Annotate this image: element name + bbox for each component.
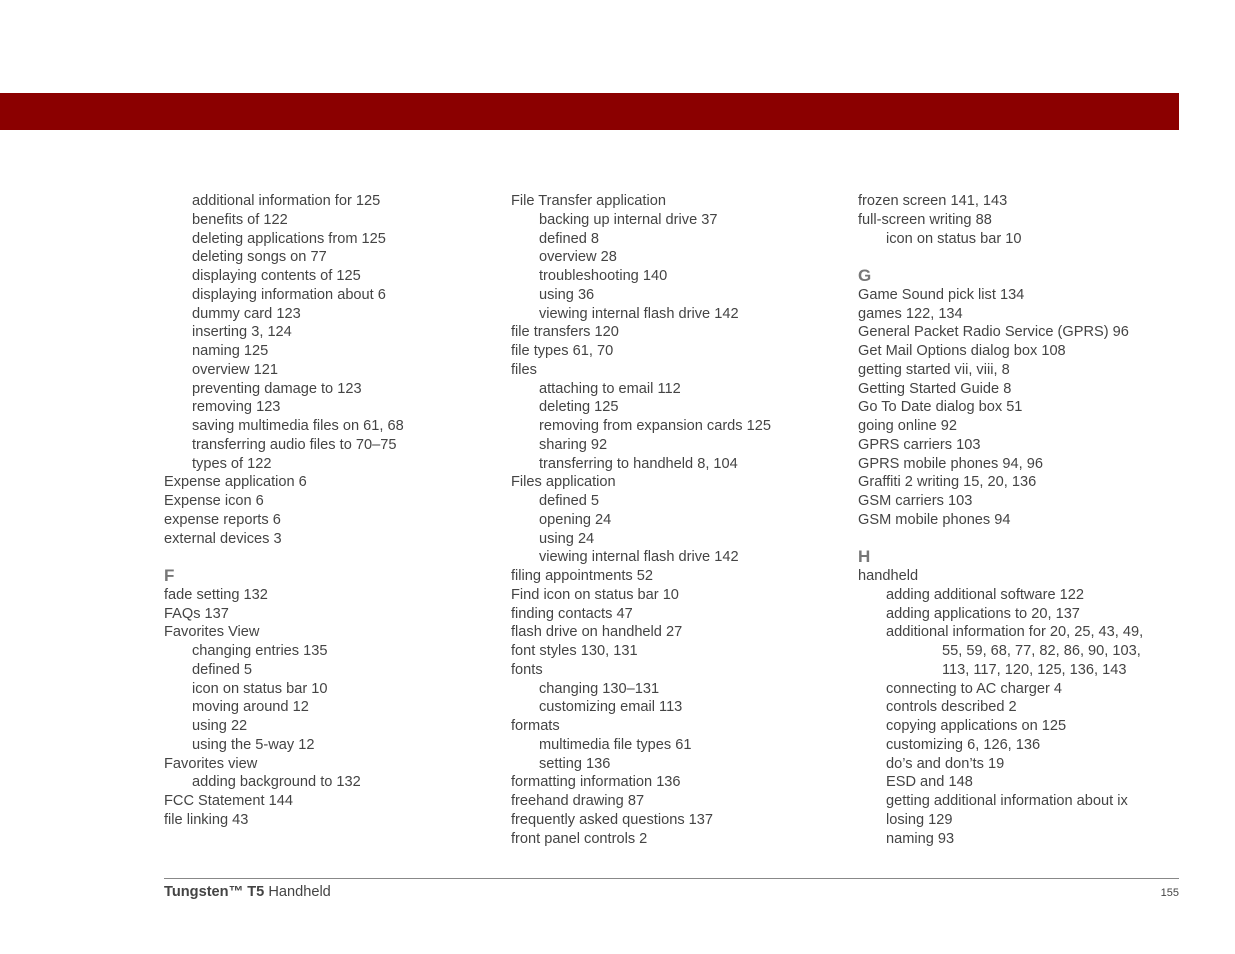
index-entry: GSM carriers 103 bbox=[858, 493, 973, 509]
index-entry: General Packet Radio Service (GPRS) 96 bbox=[858, 324, 1129, 341]
index-subentry: transferring audio files to 70–75 bbox=[192, 436, 397, 453]
index-entry: Files application bbox=[511, 474, 616, 491]
index-entry: Graffiti 2 writing 15, 20, 136 bbox=[858, 474, 1037, 491]
index-entry: full-screen writing 88 bbox=[858, 211, 992, 228]
index-subentry: 55, 59, 68, 77, 82, 86, 90, 103, bbox=[942, 643, 1141, 659]
index-entry: Game Sound pick list 134 bbox=[858, 286, 1025, 303]
index-subentry: ESD and 148 bbox=[886, 774, 973, 791]
index-subentry: customizing email 113 bbox=[539, 699, 683, 716]
index-entry: file transfers 120 bbox=[511, 324, 619, 341]
index-entry: files bbox=[511, 361, 537, 378]
index-subentry: sharing 92 bbox=[539, 436, 608, 453]
section-letter: F bbox=[164, 566, 175, 585]
index-entry: frequently asked questions 137 bbox=[511, 811, 714, 828]
index-subentry: naming 93 bbox=[886, 830, 955, 847]
index-subentry: naming 125 bbox=[192, 343, 269, 359]
index-subentry: connecting to AC charger 4 bbox=[886, 680, 1063, 697]
index-subentry: do’s and don’ts 19 bbox=[886, 755, 1005, 772]
index-subentry: displaying information about 6 bbox=[192, 286, 386, 303]
index-subentry: defined 5 bbox=[192, 661, 253, 678]
index-entry: flash drive on handheld 27 bbox=[511, 624, 683, 641]
index-subentry: losing 129 bbox=[886, 811, 953, 828]
index-entry: getting started vii, viii, 8 bbox=[858, 361, 1010, 378]
section-letter: H bbox=[858, 547, 871, 567]
index-subentry: deleting applications from 125 bbox=[192, 230, 386, 247]
index-subentry: defined 8 bbox=[539, 230, 600, 247]
index-entry: Expense application 6 bbox=[164, 474, 307, 491]
index-entry: formatting information 136 bbox=[511, 774, 681, 791]
index-subentry: adding additional software 122 bbox=[886, 586, 1084, 603]
index-entry: filing appointments 52 bbox=[511, 568, 653, 584]
index-subentry: using the 5-way 12 bbox=[192, 736, 315, 753]
index-subentry: icon on status bar 10 bbox=[886, 230, 1022, 247]
index-subentry: removing from expansion cards 125 bbox=[539, 418, 771, 434]
index-subentry: icon on status bar 10 bbox=[192, 680, 328, 697]
index-subentry: adding applications to 20, 137 bbox=[886, 605, 1080, 622]
index-entry: fade setting 132 bbox=[164, 586, 268, 603]
index-entry: Getting Started Guide 8 bbox=[858, 380, 1012, 397]
index-subentry: setting 136 bbox=[539, 755, 611, 772]
index-subentry: getting additional information about ix bbox=[886, 793, 1128, 809]
index-entry: games 122, 134 bbox=[858, 305, 963, 322]
index-subentry: benefits of 122 bbox=[192, 211, 288, 228]
index-entry: Find icon on status bar 10 bbox=[511, 586, 679, 603]
index-entry: expense reports 6 bbox=[164, 511, 281, 528]
index-entry: external devices 3 bbox=[164, 530, 282, 547]
footer-product-rest: Handheld bbox=[264, 884, 331, 900]
index-subentry: controls described 2 bbox=[886, 699, 1017, 716]
index-subentry: inserting 3, 124 bbox=[192, 324, 292, 341]
index-subentry: viewing internal flash drive 142 bbox=[539, 549, 739, 566]
index-entry: GPRS carriers 103 bbox=[858, 436, 981, 453]
index-subentry: moving around 12 bbox=[192, 699, 309, 716]
index-subentry: displaying contents of 125 bbox=[192, 268, 361, 284]
index-subentry: attaching to email 112 bbox=[539, 380, 681, 397]
index-entry: frozen screen 141, 143 bbox=[858, 193, 1008, 209]
index-entry: going online 92 bbox=[858, 418, 957, 434]
index-subentry: types of 122 bbox=[192, 455, 272, 472]
index-entry: FCC Statement 144 bbox=[164, 793, 293, 809]
index-subentry: multimedia file types 61 bbox=[539, 736, 692, 753]
footer-product-bold: Tungsten™ T5 bbox=[164, 884, 265, 900]
index-subentry: defined 5 bbox=[539, 493, 600, 509]
index-subentry: dummy card 123 bbox=[192, 305, 301, 322]
index-subentry: additional information for 20, 25, 43, 49, bbox=[886, 624, 1144, 641]
index-entry: GSM mobile phones 94 bbox=[858, 511, 1011, 528]
index-entry: File Transfer application bbox=[511, 193, 666, 209]
index-subentry: copying applications on 125 bbox=[886, 718, 1067, 734]
index-subentry: 113, 117, 120, 125, 136, 143 bbox=[942, 661, 1127, 678]
index-subentry: backing up internal drive 37 bbox=[539, 211, 718, 228]
index-subentry: changing entries 135 bbox=[192, 643, 328, 659]
index-entry: Expense icon 6 bbox=[164, 493, 264, 509]
index-entry: formats bbox=[511, 718, 560, 734]
index-subentry: overview 121 bbox=[192, 361, 278, 378]
index-entry: finding contacts 47 bbox=[511, 605, 633, 622]
page-number: 155 bbox=[1160, 887, 1179, 899]
index-entry: file types 61, 70 bbox=[511, 343, 614, 359]
index-subentry: changing 130–131 bbox=[539, 680, 660, 697]
index-subentry: opening 24 bbox=[539, 511, 612, 528]
index-subentry: deleting songs on 77 bbox=[192, 249, 327, 266]
footer-product-name bbox=[164, 884, 331, 900]
index-entry: Favorites view bbox=[164, 755, 258, 772]
index-entry: Go To Date dialog box 51 bbox=[858, 399, 1023, 416]
index-entry: FAQs 137 bbox=[164, 605, 229, 622]
index-subentry: preventing damage to 123 bbox=[192, 380, 362, 397]
index-subentry: overview 28 bbox=[539, 249, 617, 266]
index-subentry: viewing internal flash drive 142 bbox=[539, 305, 739, 322]
index-subentry: troubleshooting 140 bbox=[539, 268, 668, 284]
index-subentry: using 36 bbox=[539, 286, 595, 303]
index-subentry: removing 123 bbox=[192, 399, 281, 416]
index-subentry: using 24 bbox=[539, 530, 595, 547]
index-entry: front panel controls 2 bbox=[511, 830, 648, 847]
index-entry: GPRS mobile phones 94, 96 bbox=[858, 455, 1043, 472]
index-subentry: saving multimedia files on 61, 68 bbox=[192, 418, 404, 434]
index-column-2 bbox=[511, 192, 831, 848]
index-subentry: additional information for 125 bbox=[192, 193, 381, 209]
index-entry: font styles 130, 131 bbox=[511, 643, 638, 659]
header-band bbox=[0, 93, 1179, 130]
index-entry: Favorites View bbox=[164, 624, 260, 641]
index-entry: fonts bbox=[511, 661, 543, 678]
index-entry: freehand drawing 87 bbox=[511, 793, 645, 809]
index-subentry: transferring to handheld 8, 104 bbox=[539, 455, 738, 472]
footer-rule bbox=[164, 878, 1179, 879]
section-letter: G bbox=[858, 266, 872, 285]
index-entry: file linking 43 bbox=[164, 811, 249, 828]
index-entry: Get Mail Options dialog box 108 bbox=[858, 343, 1066, 359]
index-subentry: customizing 6, 126, 136 bbox=[886, 736, 1041, 753]
index-subentry: using 22 bbox=[192, 718, 248, 734]
index-column-3 bbox=[858, 192, 1188, 848]
index-column-1 bbox=[164, 192, 484, 830]
index-entry: handheld bbox=[858, 568, 919, 584]
index-subentry: adding background to 132 bbox=[192, 774, 361, 791]
index-subentry: deleting 125 bbox=[539, 399, 619, 416]
